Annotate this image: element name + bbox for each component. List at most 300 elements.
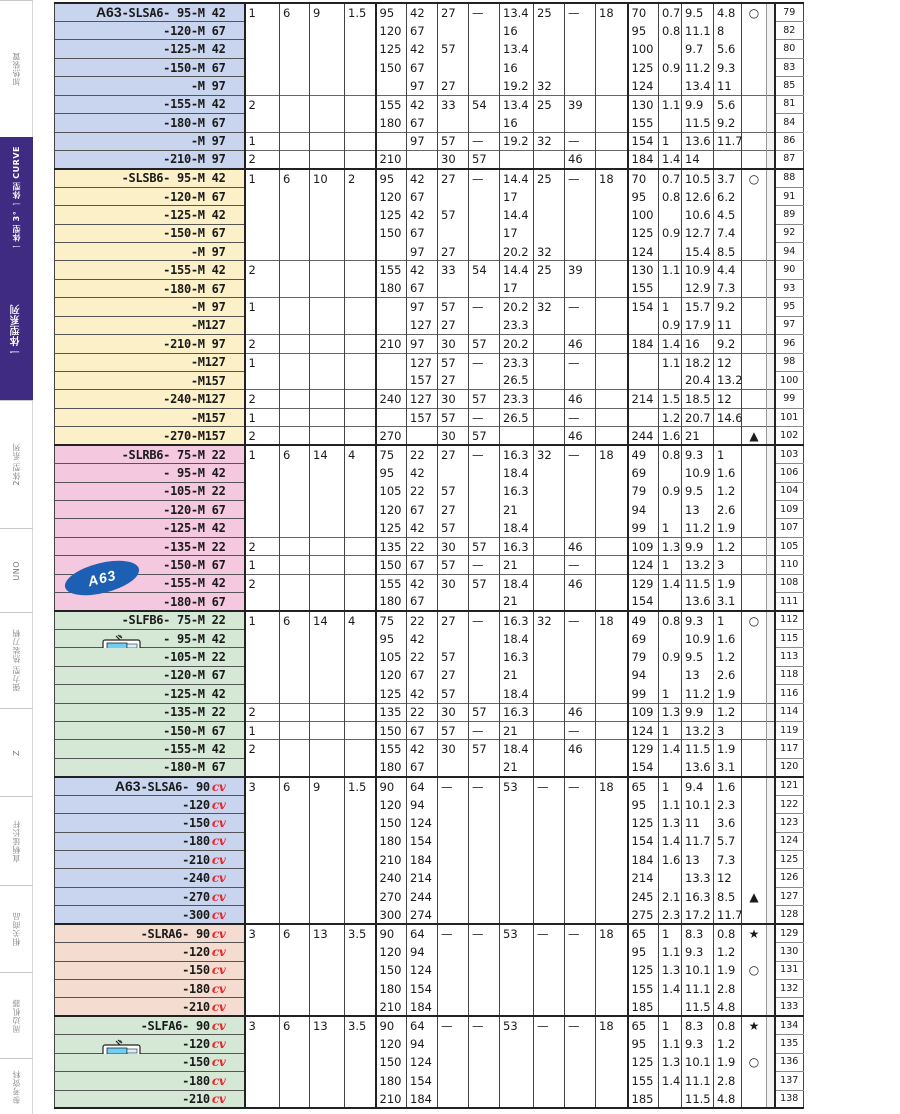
value-cell (245, 851, 280, 869)
stock-mark (742, 519, 767, 537)
spacer-cell (767, 519, 775, 537)
value-cell: 21 (682, 427, 714, 445)
value-cell: 57 (469, 537, 500, 555)
value-cell: 42 (407, 629, 438, 647)
cv-mark: cv (211, 1073, 226, 1088)
ref-number: 91 (775, 187, 804, 205)
value-cell: 30 (438, 335, 469, 353)
value-cell: 20.7 (682, 408, 714, 426)
value-cell: 15.4 (682, 243, 714, 261)
value-cell: 67 (407, 279, 438, 297)
value-cell (280, 593, 310, 611)
value-cell: 21 (500, 593, 534, 611)
value-cell: 0.8 (714, 1016, 742, 1034)
sidebar-item-label: 相关商品 (12, 912, 21, 946)
value-cell (245, 77, 280, 95)
value-cell: 11.7 (714, 132, 742, 150)
value-cell: 1.6 (714, 464, 742, 482)
table-row (55, 795, 804, 813)
value-cell: 14.4 (500, 206, 534, 224)
value-cell (469, 1035, 500, 1053)
value-cell (469, 372, 500, 390)
value-cell (565, 814, 596, 832)
value-cell: 1.2 (714, 703, 742, 721)
value-cell: 42 (407, 574, 438, 592)
value-cell: 210 (376, 335, 407, 353)
value-cell (345, 372, 376, 390)
value-cell: 23.3 (500, 390, 534, 408)
value-cell: 3.5 (345, 924, 376, 942)
value-cell: 1 (659, 556, 682, 574)
value-cell (596, 150, 628, 168)
ref-number: 124 (775, 832, 804, 850)
value-cell: 184 (628, 851, 659, 869)
value-cell: 16 (500, 58, 534, 76)
value-cell: 27 (438, 445, 469, 463)
value-cell (565, 1053, 596, 1071)
table-row (55, 298, 804, 316)
value-cell: 65 (628, 777, 659, 796)
value-cell: 129 (628, 740, 659, 758)
value-cell (280, 77, 310, 95)
table-row (55, 224, 804, 242)
value-cell (659, 869, 682, 887)
value-cell: 180 (376, 1072, 407, 1090)
value-cell: 1.2 (659, 408, 682, 426)
stock-mark (742, 1072, 767, 1090)
value-cell (280, 814, 310, 832)
spacer-cell (767, 427, 775, 445)
value-cell: 0.9 (659, 316, 682, 334)
value-cell: 67 (407, 722, 438, 740)
value-cell: 11 (714, 316, 742, 334)
value-cell: 3.6 (714, 814, 742, 832)
value-cell (345, 980, 376, 998)
value-cell: 1.1 (659, 95, 682, 113)
value-cell (534, 537, 565, 555)
value-cell: 95 (376, 464, 407, 482)
value-cell: 67 (407, 224, 438, 242)
value-cell: 18.4 (500, 685, 534, 703)
value-cell: — (565, 611, 596, 629)
ref-number: 134 (775, 1016, 804, 1034)
value-cell (565, 851, 596, 869)
ref-number: 114 (775, 703, 804, 721)
table-row (55, 648, 804, 666)
value-cell (596, 832, 628, 850)
value-cell (469, 961, 500, 979)
value-cell (245, 998, 280, 1016)
value-cell: 67 (407, 758, 438, 776)
table-row (55, 114, 804, 132)
value-cell (534, 906, 565, 924)
value-cell: 13.4 (500, 95, 534, 113)
value-cell (245, 961, 280, 979)
value-cell (596, 206, 628, 224)
value-cell: 9.5 (682, 3, 714, 22)
value-cell (245, 795, 280, 813)
model-cell (55, 95, 245, 113)
value-cell (534, 1053, 565, 1071)
value-cell (500, 1053, 534, 1071)
value-cell (500, 150, 534, 168)
value-cell (280, 408, 310, 426)
value-cell: 42 (407, 3, 438, 22)
value-cell: — (565, 777, 596, 796)
value-cell (438, 887, 469, 905)
table-row (55, 519, 804, 537)
value-cell (500, 906, 534, 924)
sidebar-item-1[interactable] (0, 137, 33, 260)
value-cell: 22 (407, 537, 438, 555)
value-cell: 12 (714, 353, 742, 371)
model-number: -150 (182, 963, 210, 978)
table-row (55, 906, 804, 924)
spacer-cell (767, 187, 775, 205)
value-cell: 1.1 (659, 1035, 682, 1053)
value-cell (376, 77, 407, 95)
ref-number: 86 (775, 132, 804, 150)
spacer-cell (767, 666, 775, 684)
value-cell: 184 (407, 998, 438, 1016)
value-cell: 154 (628, 758, 659, 776)
spacer-cell (767, 1090, 775, 1108)
value-cell (534, 316, 565, 334)
value-cell: 154 (628, 298, 659, 316)
value-cell: 32 (534, 132, 565, 150)
value-cell: 1.4 (659, 980, 682, 998)
value-cell: 16 (682, 335, 714, 353)
ref-number: 85 (775, 77, 804, 95)
value-cell: 11 (714, 77, 742, 95)
model-number: -210-M 97 (163, 336, 226, 351)
ref-number: 84 (775, 114, 804, 132)
value-cell (438, 814, 469, 832)
stock-mark (742, 777, 767, 796)
value-cell (310, 666, 345, 684)
model-number: -180 (182, 1073, 210, 1088)
value-cell: 3.1 (714, 593, 742, 611)
value-cell: 2.3 (714, 795, 742, 813)
value-cell: 19.2 (500, 77, 534, 95)
value-cell: 95 (376, 169, 407, 187)
value-cell (438, 906, 469, 924)
table-row (55, 279, 804, 297)
value-cell: 18 (596, 777, 628, 796)
sidebar-item-8[interactable] (0, 885, 33, 972)
value-cell: 3.5 (345, 1016, 376, 1034)
value-cell (596, 353, 628, 371)
ref-number: 127 (775, 887, 804, 905)
stock-mark (742, 556, 767, 574)
value-cell: 7.4 (714, 224, 742, 242)
spacer-cell (767, 482, 775, 500)
value-cell (245, 224, 280, 242)
value-cell: 214 (628, 869, 659, 887)
stock-mark (742, 593, 767, 611)
value-cell: 16.3 (500, 445, 534, 463)
value-cell: 57 (469, 703, 500, 721)
value-cell (280, 464, 310, 482)
value-cell: 6 (280, 777, 310, 796)
value-cell: 1.1 (659, 943, 682, 961)
value-cell (310, 58, 345, 76)
value-cell (438, 851, 469, 869)
value-cell (310, 464, 345, 482)
ref-number: 119 (775, 722, 804, 740)
value-cell: 2 (245, 95, 280, 113)
value-cell (345, 298, 376, 316)
value-cell (407, 150, 438, 168)
value-cell (659, 77, 682, 95)
stock-mark (742, 408, 767, 426)
value-cell: 130 (628, 95, 659, 113)
value-cell: 12.6 (682, 187, 714, 205)
value-cell: 11.7 (682, 832, 714, 850)
sidebar-item-10[interactable] (0, 1058, 33, 1114)
value-cell: — (469, 445, 500, 463)
value-cell: 39 (565, 261, 596, 279)
value-cell: 12.7 (682, 224, 714, 242)
model-cell (55, 150, 245, 168)
value-cell: 21 (500, 722, 534, 740)
value-cell: 23.3 (500, 353, 534, 371)
value-cell: 2 (245, 427, 280, 445)
value-cell: 20.2 (500, 243, 534, 261)
value-cell (345, 206, 376, 224)
value-cell (596, 814, 628, 832)
value-cell: — (534, 777, 565, 796)
value-cell (280, 372, 310, 390)
spacer-cell (767, 777, 775, 796)
value-cell (534, 795, 565, 813)
value-cell: 0.7 (659, 3, 682, 22)
stock-mark (742, 95, 767, 113)
value-cell (345, 1035, 376, 1053)
value-cell: 1.3 (659, 537, 682, 555)
value-cell (596, 243, 628, 261)
model-number: -135-M 22 (163, 539, 226, 554)
table-row (55, 869, 804, 887)
value-cell: 70 (628, 3, 659, 22)
ref-number: 98 (775, 353, 804, 371)
value-cell: 57 (469, 335, 500, 353)
value-cell: 57 (438, 132, 469, 150)
model-cell (55, 537, 245, 555)
spacer-cell (767, 1072, 775, 1090)
model-cell (55, 279, 245, 297)
value-cell: 14.4 (500, 169, 534, 187)
value-cell: 150 (376, 1053, 407, 1071)
value-cell: 27 (438, 243, 469, 261)
value-cell: 94 (407, 1035, 438, 1053)
value-cell (469, 464, 500, 482)
value-cell (245, 648, 280, 666)
value-cell: 90 (376, 1016, 407, 1034)
model-number: -210 (182, 852, 210, 867)
sidebar-item-label: 参考资料 (12, 1069, 21, 1104)
sidebar-item-7[interactable] (0, 796, 33, 885)
value-cell: 1.4 (659, 832, 682, 850)
value-cell: 10.1 (682, 1053, 714, 1071)
value-cell: 42 (407, 261, 438, 279)
value-cell: 1.2 (714, 648, 742, 666)
value-cell: 185 (628, 998, 659, 1016)
value-cell: 27 (438, 77, 469, 95)
value-cell: 16.3 (500, 648, 534, 666)
sidebar-item-label: Z (12, 749, 21, 756)
value-cell (345, 390, 376, 408)
spacer-cell (767, 703, 775, 721)
stock-mark (742, 77, 767, 95)
value-cell (659, 206, 682, 224)
ref-number: 80 (775, 40, 804, 58)
spacer-cell (767, 906, 775, 924)
value-cell (310, 114, 345, 132)
value-cell (596, 722, 628, 740)
value-cell: 0.9 (659, 648, 682, 666)
value-cell (345, 261, 376, 279)
value-cell (469, 58, 500, 76)
model-cell (55, 685, 245, 703)
value-cell (310, 519, 345, 537)
value-cell (345, 593, 376, 611)
value-cell (500, 998, 534, 1016)
value-cell: 27 (438, 666, 469, 684)
value-cell (376, 243, 407, 261)
value-cell: 1.3 (659, 1053, 682, 1071)
value-cell: 244 (628, 427, 659, 445)
value-cell (469, 887, 500, 905)
value-cell: 13.4 (682, 77, 714, 95)
value-cell (534, 372, 565, 390)
model-cell (55, 961, 245, 979)
value-cell (280, 390, 310, 408)
table-row (55, 22, 804, 40)
value-cell (596, 279, 628, 297)
value-cell (310, 427, 345, 445)
value-cell (534, 740, 565, 758)
value-cell: 16.3 (682, 887, 714, 905)
value-cell (565, 685, 596, 703)
value-cell (280, 187, 310, 205)
value-cell (310, 758, 345, 776)
value-cell (280, 832, 310, 850)
value-cell (596, 556, 628, 574)
stock-mark: ○ (742, 3, 767, 22)
value-cell: 1.3 (659, 961, 682, 979)
value-cell (310, 243, 345, 261)
value-cell (596, 335, 628, 353)
model-number: -240 (182, 871, 210, 886)
stock-mark (742, 869, 767, 887)
value-cell (245, 832, 280, 850)
model-number: -240-M127 (163, 392, 226, 407)
value-cell (245, 906, 280, 924)
value-cell (469, 593, 500, 611)
value-cell: 9.3 (682, 445, 714, 463)
value-cell: 9.2 (714, 298, 742, 316)
value-cell (245, 629, 280, 647)
value-cell: — (469, 777, 500, 796)
value-cell: 18.4 (500, 464, 534, 482)
value-cell (469, 648, 500, 666)
value-cell: 3 (245, 777, 280, 796)
value-cell: 9 (310, 777, 345, 796)
value-cell: 67 (407, 666, 438, 684)
value-cell (310, 482, 345, 500)
model-number: -210 (182, 1092, 210, 1106)
sidebar-item-6[interactable] (0, 708, 33, 796)
ref-number: 111 (775, 593, 804, 611)
sidebar-item-0[interactable] (0, 0, 33, 137)
stock-mark (742, 353, 767, 371)
value-cell (438, 629, 469, 647)
spacer-cell (767, 169, 775, 187)
sidebar-item-3[interactable] (0, 400, 33, 528)
value-cell: 15.7 (682, 298, 714, 316)
value-cell: 0.9 (659, 224, 682, 242)
value-cell: 27 (438, 3, 469, 22)
value-cell (469, 943, 500, 961)
spacer-cell (767, 943, 775, 961)
value-cell: 21 (500, 758, 534, 776)
value-cell: 1.2 (714, 1035, 742, 1053)
value-cell: 185 (628, 1090, 659, 1108)
sidebar-item-5[interactable] (0, 612, 33, 708)
table-row (55, 537, 804, 555)
sidebar-item-4[interactable] (0, 528, 33, 612)
value-cell: 6.2 (714, 187, 742, 205)
value-cell: 3.1 (714, 758, 742, 776)
spacer-cell (767, 3, 775, 22)
value-cell (596, 980, 628, 998)
value-cell (310, 1072, 345, 1090)
value-cell (596, 58, 628, 76)
value-cell (438, 980, 469, 998)
spacer-cell (767, 22, 775, 40)
value-cell (407, 427, 438, 445)
value-cell (310, 316, 345, 334)
value-cell: 11.5 (682, 114, 714, 132)
value-cell: 13.4 (500, 3, 534, 22)
value-cell (245, 40, 280, 58)
value-cell (345, 740, 376, 758)
value-cell: 16.3 (500, 703, 534, 721)
cv-mark: cv (211, 1092, 226, 1106)
ref-number: 103 (775, 445, 804, 463)
value-cell (376, 298, 407, 316)
value-cell (280, 114, 310, 132)
value-cell: 3 (245, 1016, 280, 1034)
value-cell: 1 (245, 132, 280, 150)
value-cell: 18 (596, 924, 628, 942)
stock-mark: ○ (742, 1053, 767, 1071)
value-cell: 9.3 (714, 58, 742, 76)
value-cell: 22 (407, 482, 438, 500)
sidebar-item-2[interactable] (0, 260, 33, 400)
stock-mark (742, 279, 767, 297)
value-cell (714, 427, 742, 445)
sidebar-item-9[interactable] (0, 972, 33, 1058)
value-cell (438, 187, 469, 205)
value-cell (345, 353, 376, 371)
value-cell (469, 869, 500, 887)
value-cell (565, 187, 596, 205)
value-cell (534, 593, 565, 611)
model-number: -300 (182, 907, 210, 922)
ref-number: 89 (775, 206, 804, 224)
